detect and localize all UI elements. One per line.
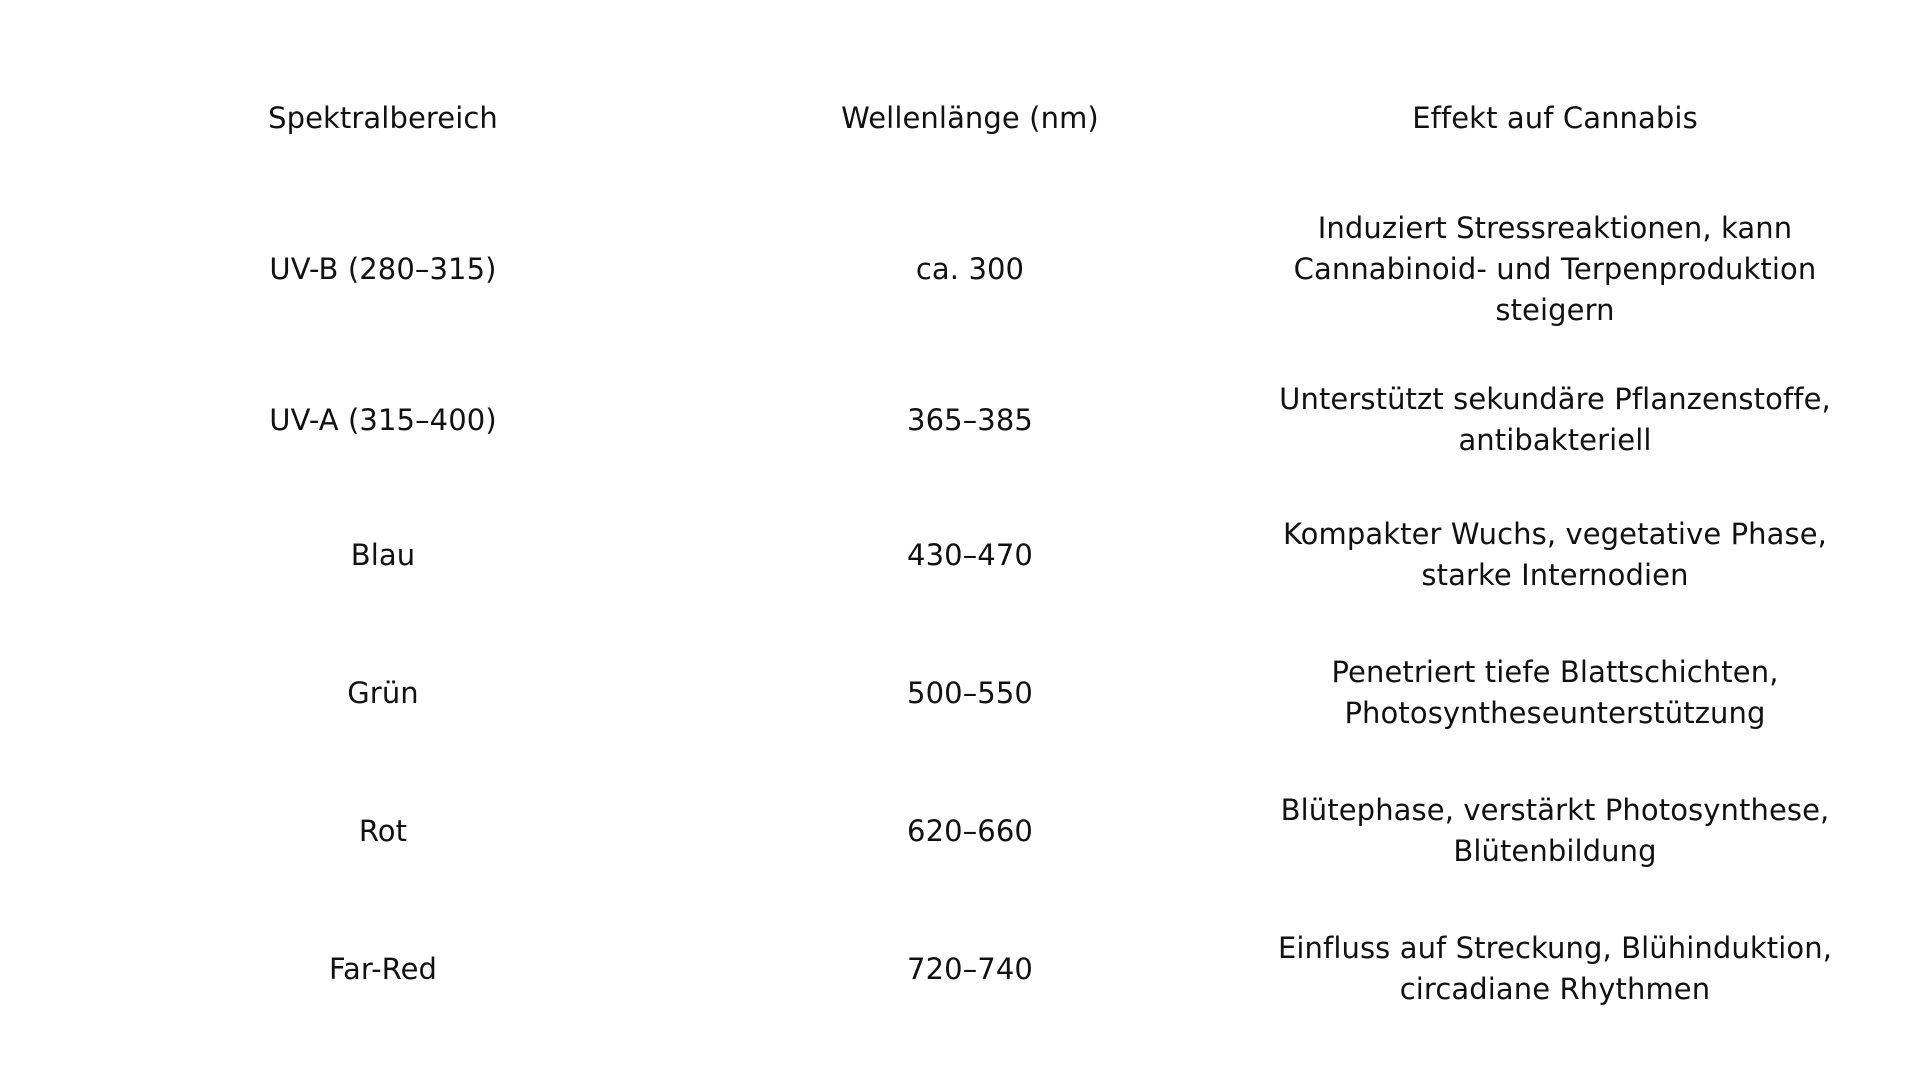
cell-spektralbereich: Rot (358, 813, 408, 848)
cell-effekt (1255, 208, 1855, 331)
effekt-line: Penetriert tiefe Blattschichten, (1331, 655, 1779, 689)
cell-wellenlaenge: 620–660 (907, 813, 1033, 848)
effekt-line: Unterstützt sekundäre Pflanzenstoffe, (1279, 382, 1831, 416)
cell-effekt (1255, 514, 1855, 596)
effekt-line: circadiane Rhythmen (1399, 972, 1711, 1006)
effekt-line: Blütephase, verstärkt Photosynthese, (1280, 793, 1830, 827)
cell-effekt (1255, 379, 1855, 461)
cell-wellenlaenge: ca. 300 (915, 252, 1025, 286)
header-effekt: Effekt auf Cannabis (1412, 100, 1698, 135)
effekt-line: Kompakter Wuchs, vegetative Phase, (1282, 517, 1828, 551)
cell-effekt (1255, 790, 1855, 872)
effekt-line: steigern (1495, 293, 1615, 327)
effekt-line: Blütenbildung (1453, 834, 1657, 868)
cell-spektralbereich: UV-A (315–400) (269, 402, 497, 437)
cell-wellenlaenge: 720–740 (907, 951, 1033, 986)
cell-spektralbereich: Grün (347, 675, 419, 710)
header-wellenlaenge: Wellenlänge (nm) (841, 100, 1099, 135)
cell-spektralbereich: UV-B (280–315) (269, 252, 497, 286)
cell-wellenlaenge: 430–470 (907, 537, 1033, 572)
cell-wellenlaenge: 365–385 (907, 402, 1033, 437)
header-spektralbereich: Spektralbereich (268, 100, 498, 135)
effekt-line: Einfluss auf Streckung, Blühinduktion, (1277, 931, 1833, 965)
effekt-line: Photosyntheseunterstützung (1344, 696, 1766, 730)
effekt-line: starke Internodien (1421, 558, 1689, 592)
cell-spektralbereich: Far-Red (328, 951, 438, 986)
effekt-line: antibakteriell (1458, 423, 1652, 457)
cell-effekt (1255, 652, 1855, 734)
cell-wellenlaenge: 500–550 (907, 675, 1033, 710)
effekt-line: Induziert Stressreaktionen, kann (1317, 211, 1793, 245)
cell-spektralbereich: Blau (350, 537, 416, 572)
effekt-line: Cannabinoid- und Terpenproduktion (1293, 252, 1817, 286)
cell-effekt (1255, 928, 1855, 1010)
